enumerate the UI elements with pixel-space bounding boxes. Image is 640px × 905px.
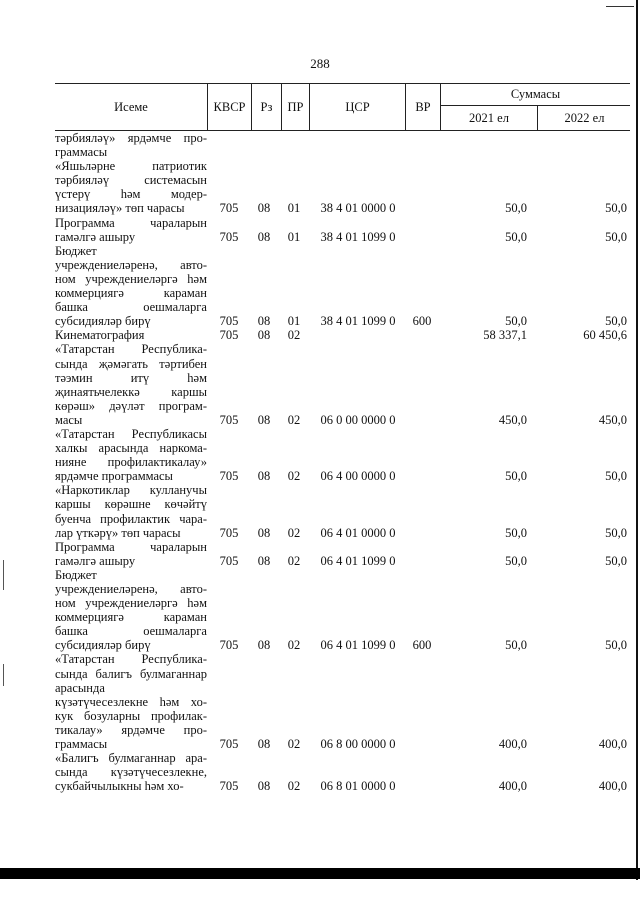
table-row bbox=[55, 328, 630, 342]
row-csr: 38 4 01 1099 0 bbox=[320, 314, 396, 329]
row-name-line: буенча профилактик чара- bbox=[55, 511, 207, 526]
row-name-line: үстерү һәм модер- bbox=[55, 187, 207, 202]
row-vr: 600 bbox=[412, 638, 432, 653]
row-name-line: лар үткәрү» төп чарасы bbox=[55, 525, 181, 540]
row-csr: 06 4 01 0000 0 bbox=[320, 525, 396, 540]
row-sum-2021: 50,0 bbox=[505, 525, 527, 540]
row-sum-2021: 58 337,1 bbox=[483, 328, 527, 343]
row-name bbox=[55, 328, 207, 342]
table-row bbox=[55, 244, 630, 329]
row-sum-2021: 400,0 bbox=[498, 779, 527, 794]
row-name-line: Программа чараларын bbox=[55, 215, 207, 230]
row-name-line: граммасы bbox=[55, 737, 108, 752]
row-sum-2021: 50,0 bbox=[505, 638, 527, 653]
table-row bbox=[55, 216, 630, 244]
row-sum-2021: 50,0 bbox=[505, 314, 527, 329]
row-name-line: гамәлгә ашыру bbox=[55, 553, 136, 568]
row-name bbox=[55, 568, 207, 653]
row-kbsr: 705 bbox=[219, 201, 239, 216]
row-kbsr: 705 bbox=[219, 779, 239, 794]
row-name bbox=[55, 244, 207, 329]
row-name-line: ном учреждениеләргә һәм bbox=[55, 596, 207, 611]
budget-table bbox=[55, 83, 630, 793]
row-rz: 08 bbox=[257, 553, 271, 568]
row-name bbox=[55, 216, 207, 244]
row-kbsr: 705 bbox=[219, 638, 239, 653]
row-pr: 01 bbox=[287, 201, 301, 216]
row-name-line: Бюджет bbox=[55, 567, 97, 582]
row-csr: 38 4 01 0000 0 bbox=[320, 201, 396, 216]
table-row bbox=[55, 159, 630, 215]
header-pr: ПР bbox=[281, 84, 309, 130]
row-name bbox=[55, 427, 207, 483]
row-kbsr: 705 bbox=[219, 328, 239, 343]
row-name bbox=[55, 342, 207, 427]
row-name-line: «Наркотиклар кулланучы bbox=[55, 483, 207, 498]
table-header bbox=[55, 83, 630, 131]
row-name bbox=[55, 159, 207, 215]
header-sums: Суммасы bbox=[441, 84, 630, 106]
row-kbsr: 705 bbox=[219, 469, 239, 484]
row-name-line: «Яшьләрне патриотик bbox=[55, 159, 207, 174]
table-body bbox=[55, 131, 630, 793]
row-name-line: коммерциягә караман bbox=[55, 610, 207, 625]
row-pr: 02 bbox=[287, 525, 301, 540]
row-name-line: «Татарстан Республика- bbox=[55, 342, 207, 357]
row-sum-2021: 50,0 bbox=[505, 469, 527, 484]
row-sum-2022: 50,0 bbox=[605, 314, 627, 329]
row-name-line: тәрбияләү» ярдәмче про- bbox=[55, 131, 207, 145]
row-name-line: Программа чараларын bbox=[55, 539, 207, 554]
row-sum-2021: 400,0 bbox=[498, 737, 527, 752]
row-name-line: сында җәмәгать тәртибен bbox=[55, 356, 207, 371]
margin-mark bbox=[3, 560, 4, 590]
header-name: Исеме bbox=[114, 99, 148, 114]
row-name-line: башка оешмаларга bbox=[55, 300, 207, 315]
row-name bbox=[55, 483, 207, 539]
header-year-2021: 2021 ел bbox=[469, 110, 509, 125]
page-number: 288 bbox=[310, 56, 330, 71]
row-name-line: «Балигъ булмаганнар ара- bbox=[55, 751, 207, 766]
row-name-line: башка оешмаларга bbox=[55, 624, 207, 639]
row-name bbox=[55, 652, 207, 751]
table-row bbox=[55, 427, 630, 483]
row-sum-2022: 50,0 bbox=[605, 469, 627, 484]
row-pr: 02 bbox=[287, 469, 301, 484]
row-pr: 02 bbox=[287, 412, 301, 427]
row-name-line: низацияләү» төп чарасы bbox=[55, 201, 185, 216]
row-rz: 08 bbox=[257, 412, 271, 427]
row-pr: 02 bbox=[287, 737, 301, 752]
row-name-line: субсидияләр бирү bbox=[55, 638, 151, 653]
row-sum-2021: 450,0 bbox=[498, 412, 527, 427]
table-row bbox=[55, 483, 630, 539]
row-pr: 02 bbox=[287, 638, 301, 653]
row-name-line: тәрбияләү системасын bbox=[55, 173, 207, 188]
row-rz: 08 bbox=[257, 779, 271, 794]
row-sum-2022: 50,0 bbox=[605, 229, 627, 244]
row-name-line: көрәш» дәүләт програм- bbox=[55, 398, 207, 413]
table-row bbox=[55, 131, 630, 159]
row-name-line: учреждениеләренә, авто- bbox=[55, 257, 207, 272]
table-row bbox=[55, 540, 630, 568]
table-row bbox=[55, 342, 630, 427]
row-sum-2022: 50,0 bbox=[605, 525, 627, 540]
row-name-line: нияне профилактикалау» bbox=[55, 455, 207, 470]
row-rz: 08 bbox=[257, 638, 271, 653]
header-kbsr: КВСР bbox=[207, 84, 251, 130]
row-name bbox=[55, 540, 207, 568]
row-name-line: күзәтүчесезлекне һәм хо- bbox=[55, 694, 207, 709]
row-name-line: Бюджет bbox=[55, 243, 97, 258]
row-sum-2022: 50,0 bbox=[605, 638, 627, 653]
row-csr: 06 0 00 0000 0 bbox=[320, 412, 396, 427]
row-rz: 08 bbox=[257, 737, 271, 752]
row-sum-2022: 60 450,6 bbox=[583, 328, 627, 343]
row-name-line: халкы арасында наркома- bbox=[55, 441, 207, 456]
row-sum-2021: 50,0 bbox=[505, 201, 527, 216]
row-sum-2022: 400,0 bbox=[598, 779, 627, 794]
scan-bottom-bar bbox=[0, 868, 640, 879]
row-pr: 02 bbox=[287, 779, 301, 794]
row-name-line: сында күзәтүчесезлекне, bbox=[55, 765, 207, 780]
row-name-line: тикалау» ярдәмче про- bbox=[55, 722, 207, 737]
row-rz: 08 bbox=[257, 469, 271, 484]
header-rz: Рз bbox=[251, 84, 281, 130]
row-vr: 600 bbox=[412, 314, 432, 329]
row-name-line: гамәлгә ашыру bbox=[55, 229, 136, 244]
header-year-2022: 2022 ел bbox=[537, 106, 631, 130]
row-sum-2022: 400,0 bbox=[598, 737, 627, 752]
row-name bbox=[55, 751, 207, 793]
row-name-line: сукбайчылыкны һәм хо- bbox=[55, 779, 184, 794]
table-row bbox=[55, 568, 630, 653]
row-rz: 08 bbox=[257, 314, 271, 329]
row-rz: 08 bbox=[257, 525, 271, 540]
row-name-line: «Татарстан Республикасы bbox=[55, 426, 207, 441]
row-csr: 06 4 01 1099 0 bbox=[320, 553, 396, 568]
row-name-line: ном учреждениеләргә һәм bbox=[55, 271, 207, 286]
row-sum-2021: 50,0 bbox=[505, 229, 527, 244]
row-kbsr: 705 bbox=[219, 525, 239, 540]
row-sum-2022: 450,0 bbox=[598, 412, 627, 427]
header-sums-group bbox=[440, 84, 630, 130]
row-sum-2022: 50,0 bbox=[605, 553, 627, 568]
row-name-line: сында балигъ булмаганнар bbox=[55, 666, 207, 681]
row-csr: 06 8 00 0000 0 bbox=[320, 737, 396, 752]
row-rz: 08 bbox=[257, 201, 271, 216]
row-kbsr: 705 bbox=[219, 737, 239, 752]
row-name-line: арасында bbox=[55, 680, 105, 695]
row-name-line: масы bbox=[55, 412, 83, 427]
row-pr: 02 bbox=[287, 328, 301, 343]
row-name-line: «Татарстан Республика- bbox=[55, 652, 207, 667]
row-name-line: субсидияләр бирү bbox=[55, 314, 151, 329]
row-sum-2021: 50,0 bbox=[505, 553, 527, 568]
row-pr: 01 bbox=[287, 314, 301, 329]
row-pr: 01 bbox=[287, 229, 301, 244]
row-kbsr: 705 bbox=[219, 553, 239, 568]
scan-right-border bbox=[636, 0, 638, 880]
header-vr: ВР bbox=[405, 84, 440, 130]
row-name-line: кук бозуларны профилак- bbox=[55, 708, 207, 723]
row-kbsr: 705 bbox=[219, 314, 239, 329]
row-csr: 38 4 01 1099 0 bbox=[320, 229, 396, 244]
row-rz: 08 bbox=[257, 328, 271, 343]
row-name-line: тәэмин итү һәм bbox=[55, 370, 207, 385]
row-csr: 06 4 01 1099 0 bbox=[320, 638, 396, 653]
row-name-line: Кинематография bbox=[55, 328, 145, 343]
row-name bbox=[55, 131, 207, 159]
table-row bbox=[55, 652, 630, 751]
header-csr: ЦСР bbox=[309, 84, 405, 130]
margin-mark bbox=[3, 664, 4, 686]
row-pr: 02 bbox=[287, 553, 301, 568]
row-name-line: каршы көрәшне көчәйтү bbox=[55, 497, 207, 512]
row-name-line: коммерциягә караман bbox=[55, 286, 207, 301]
row-csr: 06 4 00 0000 0 bbox=[320, 469, 396, 484]
row-sum-2022: 50,0 bbox=[605, 201, 627, 216]
row-name-line: граммасы bbox=[55, 145, 108, 160]
row-name-line: учреждениеләренә, авто- bbox=[55, 582, 207, 596]
row-rz: 08 bbox=[257, 229, 271, 244]
row-kbsr: 705 bbox=[219, 229, 239, 244]
row-csr: 06 8 01 0000 0 bbox=[320, 779, 396, 794]
row-name-line: җинаятьчелеккә каршы bbox=[55, 384, 207, 399]
row-name-line: ярдәмче программасы bbox=[55, 469, 173, 484]
row-kbsr: 705 bbox=[219, 412, 239, 427]
table-row bbox=[55, 751, 630, 793]
corner-rule bbox=[606, 6, 634, 7]
